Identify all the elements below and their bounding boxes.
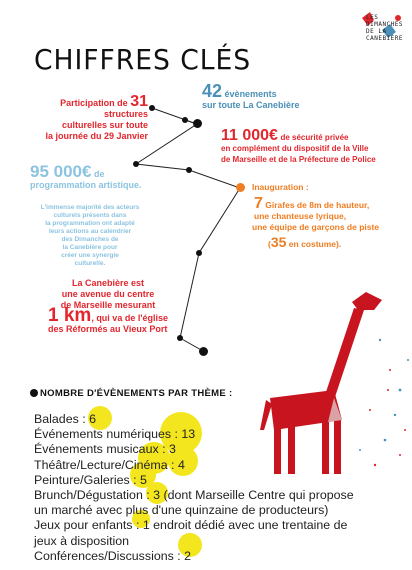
stat-structures: Participation de 31 structures culturelles sur toute la journée du 29 Janvier <box>45 93 148 141</box>
stat-dot <box>186 167 192 173</box>
list-item: Jeux pour enfants : 1 endroit dédié avec une trentaine de <box>34 518 348 533</box>
list-item: Événements musicaux : 3 <box>34 442 176 457</box>
stat-dot <box>193 119 202 128</box>
logo-line-4: CANEBIÈRE <box>366 35 404 42</box>
stat-km: 1 km, qui va de l'église des Réformés au Vieux Port <box>48 305 168 334</box>
page-title: CHIFFRES CLÉS <box>34 43 252 76</box>
stat-dot-orange <box>236 183 245 192</box>
stat-dot <box>149 105 155 111</box>
stat-programmation-note: L'immense majorité des acteurs culturels présents dans la programmation ont adapté leurs actions au calendrier des Dimanches de la Canebière pour créer une synergie culturelle. <box>40 204 140 267</box>
stat-dot <box>196 250 202 256</box>
list-item: Balades : 6 <box>34 412 96 426</box>
stat-programmation: 95 000€ de programmation artistique. <box>30 162 142 190</box>
list-item: Peinture/Galeries : 5 <box>34 472 147 487</box>
stat-dot <box>199 347 208 356</box>
list-item: Conférences/Discussions : 2 <box>34 548 192 563</box>
themes-list <box>34 412 354 564</box>
stat-inauguration: Inauguration : <box>252 182 309 192</box>
stat-girafes: 7 Girafes de 8m de hauteur, une chanteuse lyrique, une équipe de garçons de piste (35 en costume). <box>252 195 380 250</box>
stat-security: 11 000€ de sécurité privée en complément du dispositif de la Ville de Marseille et de la Préfecture de Police <box>221 127 376 164</box>
stat-canebiere: La Canebière est une avenue du centre de Marseille mesurant <box>60 278 156 310</box>
bullet-dot <box>30 389 38 397</box>
logo-line-2: DIMANCHES <box>366 21 404 28</box>
section-title: NOMBRE D'ÉVÈNEMENTS PAR THÈME : <box>40 388 233 399</box>
list-item: jeux à disposition <box>34 533 130 548</box>
logo-line-1: LES <box>366 14 379 21</box>
list-item: Événements numériques : 13 <box>34 427 196 442</box>
logo-line-3: DE LA <box>366 28 387 35</box>
stat-events: 42 évènements sur toute La Canebière <box>202 81 300 110</box>
list-item: Théâtre/Lecture/Cinéma : 4 <box>34 457 185 472</box>
stat-dot <box>177 335 183 341</box>
list-item: un marché avec plus d'une quinzaine de producteurs) <box>34 503 329 518</box>
stat-dot <box>182 117 188 123</box>
list-item: Brunch/Dégustation : 3 (dont Marseille Centre qui propose <box>34 488 354 503</box>
